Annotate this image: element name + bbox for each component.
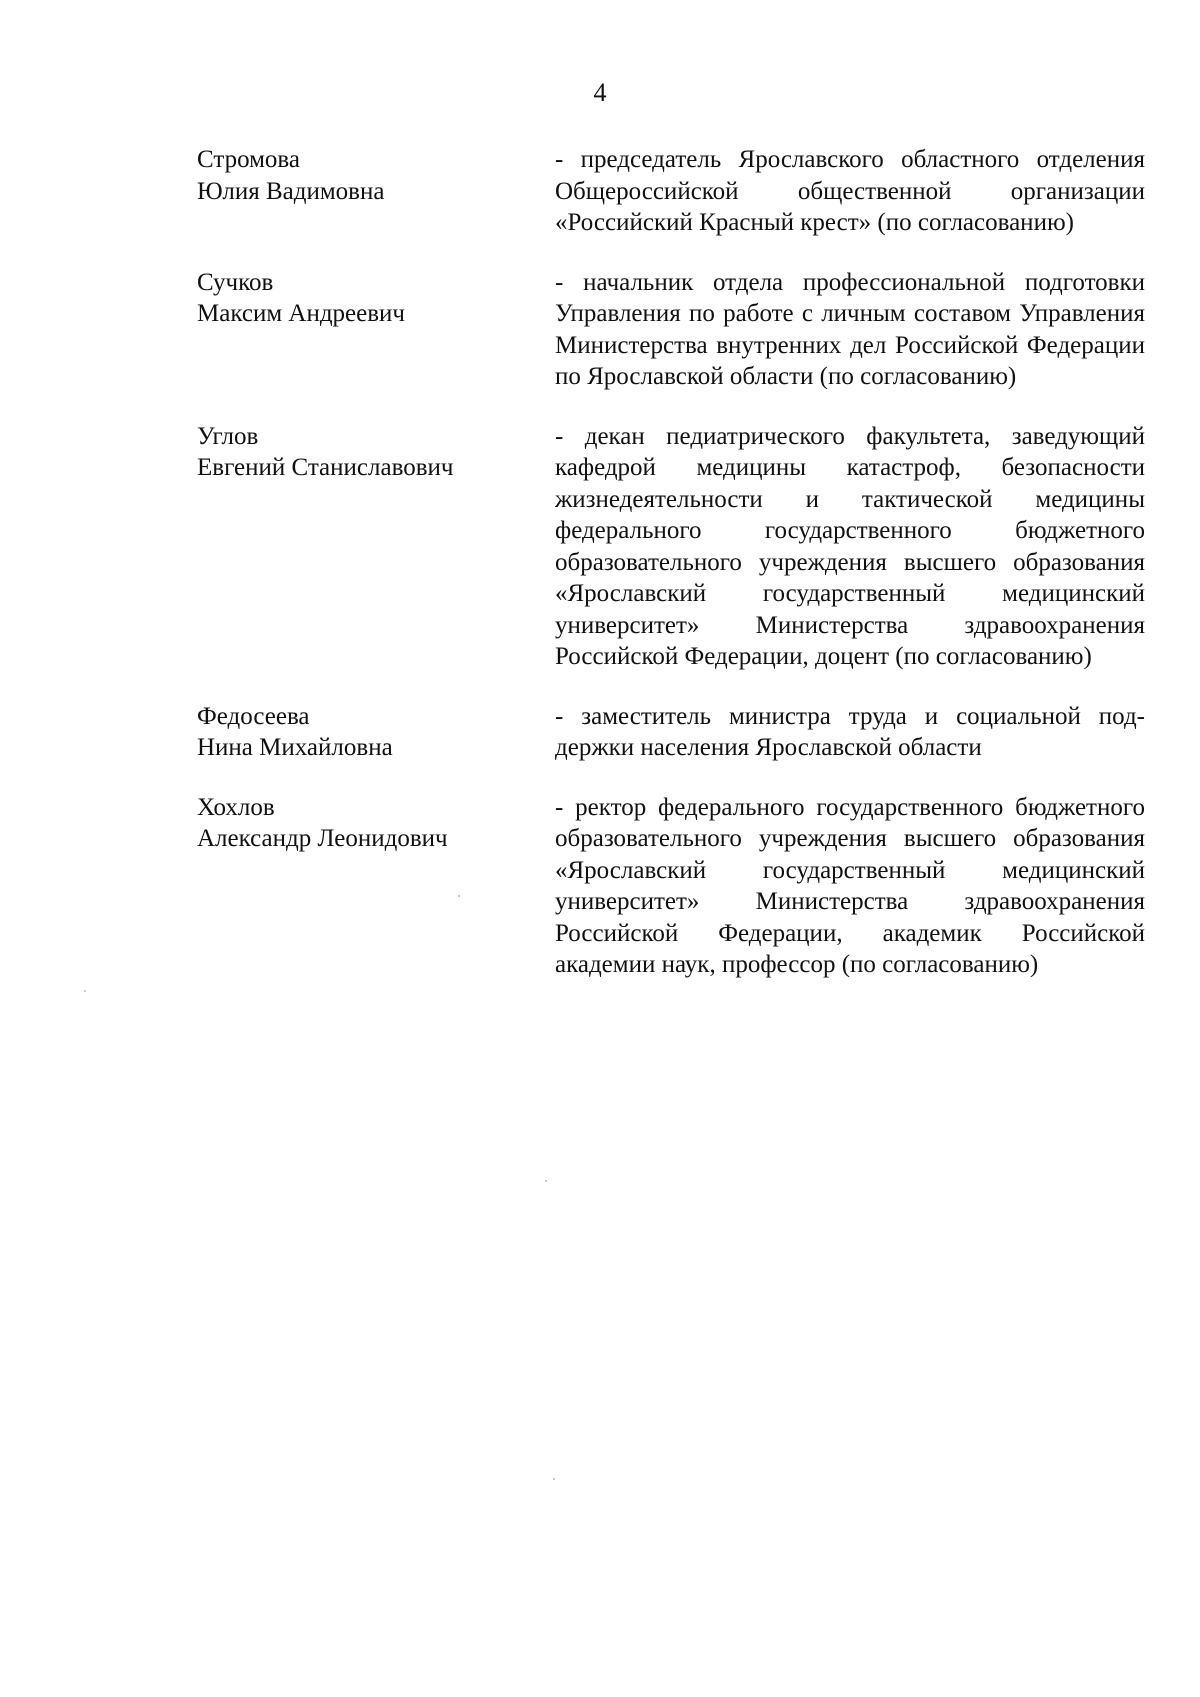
member-surname: Хохлов <box>197 793 275 821</box>
scan-speck <box>545 1180 547 1182</box>
scan-speck <box>84 990 86 992</box>
member-given-names: Александр Леонидович <box>197 825 448 852</box>
member-given-names: Нина Михайловна <box>197 734 393 761</box>
member-surname: Стромова <box>197 146 300 173</box>
member-role: - заместитель министра труда и социальной поддержки населения Ярославской области <box>555 702 1145 761</box>
member-entry <box>197 144 1147 239</box>
member-surname: Сучков <box>197 268 274 296</box>
member-surname: Углов <box>197 422 259 450</box>
page-number: 4 <box>593 78 607 107</box>
members-list <box>197 144 1147 1009</box>
member-role: - начальник отдела профессиональной подготовки Управления по работе с личным составом Управления Министерства внутренних дел Российской Федерации по Ярославской области (по согласованию) <box>555 268 1145 390</box>
member-role: - декан педиатрического факультета, заведующий кафедрой медицины катастроф, безопасности жизнедеятельности и тактической медицины федерального государственного бюджетного образовательного учреждения высшего образования «Ярославский государственный медицинский университет» Министерства здравоохранения Российской Федерации, доцент (по согласованию) <box>555 422 1145 670</box>
member-entry <box>197 701 1147 764</box>
member-name <box>197 421 555 673</box>
member-entry <box>197 267 1147 393</box>
member-entry <box>197 421 1147 673</box>
member-surname: Федосеева <box>197 702 310 730</box>
member-name <box>197 267 555 393</box>
member-name <box>197 701 555 764</box>
member-given-names: Евгений Станиславович <box>197 454 454 481</box>
member-role: - председатель Ярославского областного отделения Общероссийской общественной организации «Российский Красный крест» (по согласованию) <box>555 146 1145 236</box>
member-given-names: Юлия Вадимовна <box>197 177 385 205</box>
scan-speck <box>553 1478 555 1480</box>
scan-speck <box>458 895 460 897</box>
member-name <box>197 792 555 981</box>
member-role: - ректор федерального государственного бюджетного образовательного учреждения высшего образования «Ярославский государственный медицинский университет» Министерства здравоохранения Российской Федерации, академик Российской академии наук, профессор (по согласованию) <box>555 793 1145 978</box>
member-name <box>197 144 555 239</box>
member-given-names: Максим Андреевич <box>197 300 405 327</box>
member-entry <box>197 792 1147 981</box>
